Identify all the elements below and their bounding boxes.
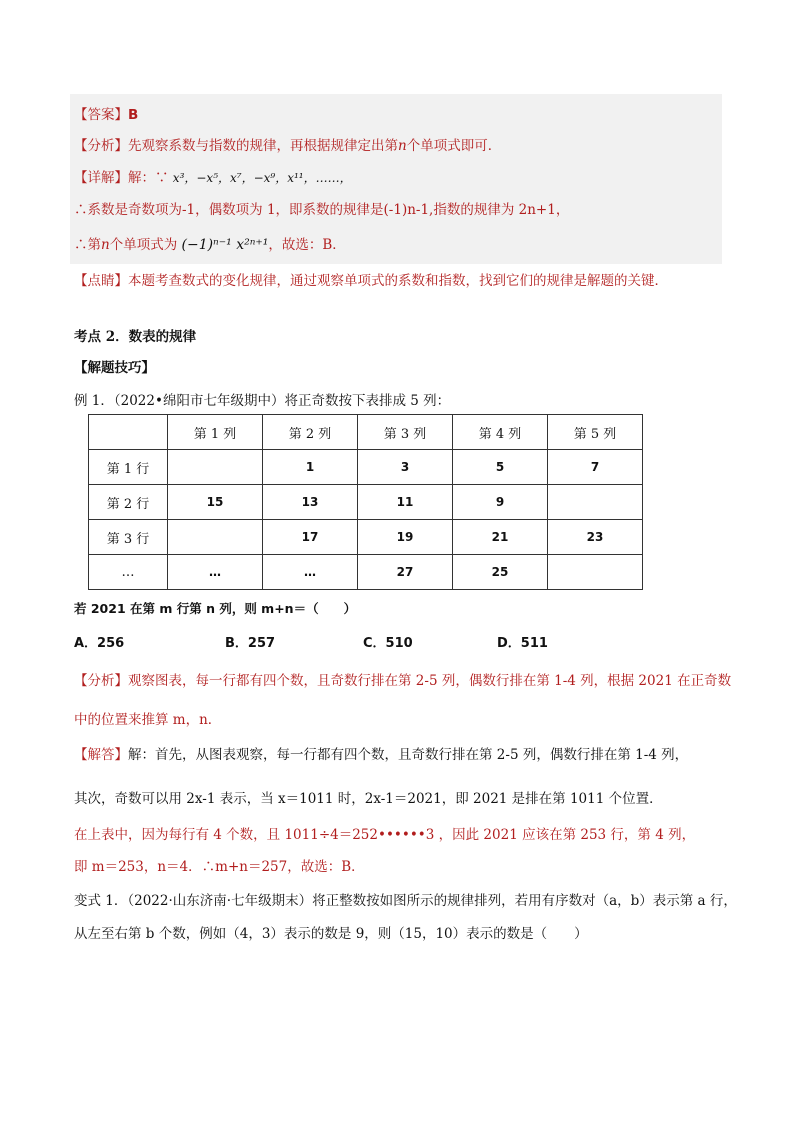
table-header-cell: 第 3 列 [358,415,453,450]
table-cell: 1 [263,450,358,485]
table-row [89,450,643,485]
detail-line: 【详解】解：∵ x³，−x⁵，x⁷，−x⁹，x¹¹，……， [74,170,352,186]
table-cell [548,555,643,590]
table-header-row [89,415,643,450]
table-row [89,485,643,520]
table-cell: 23 [548,520,643,555]
row-label: 第 2 行 [89,485,168,520]
variant-line-2: 从左至右第 b 个数，例如（4，3）表示的数是 9，则（15，10）表示的数是（ ） [74,926,588,942]
analysis-line: 【分析】先观察系数与指数的规律，再根据规律定出第n个单项式即可． [74,138,502,154]
table-cell: 9 [453,485,548,520]
example-analysis-line-1: 【分析】观察图表，每一行都有四个数，且奇数行排在第 2-5 列，偶数行排在第 1-4 列，根据 2021 在正奇数 [74,673,732,689]
row-label: … [89,555,168,590]
table-cell: 15 [168,485,263,520]
solution-line-1: 【解答】解：首先，从图表观察，每一行都有四个数，且奇数行排在第 2-5 列，偶数行排在第 1-4 列， [74,747,689,763]
variant-line-1: 变式 1．（2022·山东济南·七年级期末）将正整数按如图所示的规律排列，若用有序数对（a，b）表示第 a 行， [74,893,737,909]
table-cell: … [263,555,358,590]
table-cell: 27 [358,555,453,590]
table-cell: 5 [453,450,548,485]
table-cell: 7 [548,450,643,485]
coefficient-rule-line: ∴系数是奇数项为-1，偶数项为 1，即系数的规律是(-1)n-1,指数的规律为 2n+1， [74,202,570,218]
answer-line: 【答案】B [74,107,139,123]
table-cell [168,450,263,485]
table-header-cell: 第 4 列 [453,415,548,450]
question-text: 若 2021 在第 m 行第 n 列，则 m+n＝（ ） [74,601,357,616]
table-cell: 11 [358,485,453,520]
table-header-cell [89,415,168,450]
odd-number-table [88,414,643,590]
nth-term-line: ∴第n个单项式为 (−1)ⁿ⁻¹ x²ⁿ⁺¹，故选：B． [74,237,346,253]
section-title: 考点 2．数表的规律 [74,329,197,345]
example-analysis-line-2: 中的位置来推算 m，n． [74,712,222,728]
table-cell: 19 [358,520,453,555]
row-label: 第 1 行 [89,450,168,485]
table-cell: 25 [453,555,548,590]
solution-line-4: 即 m＝253，n＝4．∴m+n＝257，故选：B． [74,859,365,875]
option-c: C．510 [363,636,413,651]
solution-line-2: 其次，奇数可以用 2x-1 表示，当 x＝1011 时，2x-1＝2021，即 2021 是排在第 1011 个位置． [74,791,663,807]
row-label: 第 3 行 [89,520,168,555]
tips-heading: 【解题技巧】 [74,360,155,376]
table-cell [168,520,263,555]
table-cell: … [168,555,263,590]
example-intro: 例 1．（2022•绵阳市七年级期中）将正奇数按下表排成 5 列： [74,393,451,409]
table-cell: 13 [263,485,358,520]
comment-line: 【点睛】本题考查数式的变化规律，通过观察单项式的系数和指数，找到它们的规律是解题的关键． [74,273,668,289]
table-cell: 17 [263,520,358,555]
table-cell: 21 [453,520,548,555]
solution-line-3: 在上表中，因为每行有 4 个数，且 1011÷4＝252••••••3 ，因此 2021 应该在第 253 行，第 4 列， [74,827,696,843]
table-row [89,520,643,555]
table-row [89,555,643,590]
option-b: B．257 [225,636,276,651]
table-cell: 3 [358,450,453,485]
table-header-cell: 第 5 列 [548,415,643,450]
table-header-cell: 第 1 列 [168,415,263,450]
option-d: D．511 [497,636,548,651]
option-a: A．256 [74,636,125,651]
table-header-cell: 第 2 列 [263,415,358,450]
table-cell [548,485,643,520]
